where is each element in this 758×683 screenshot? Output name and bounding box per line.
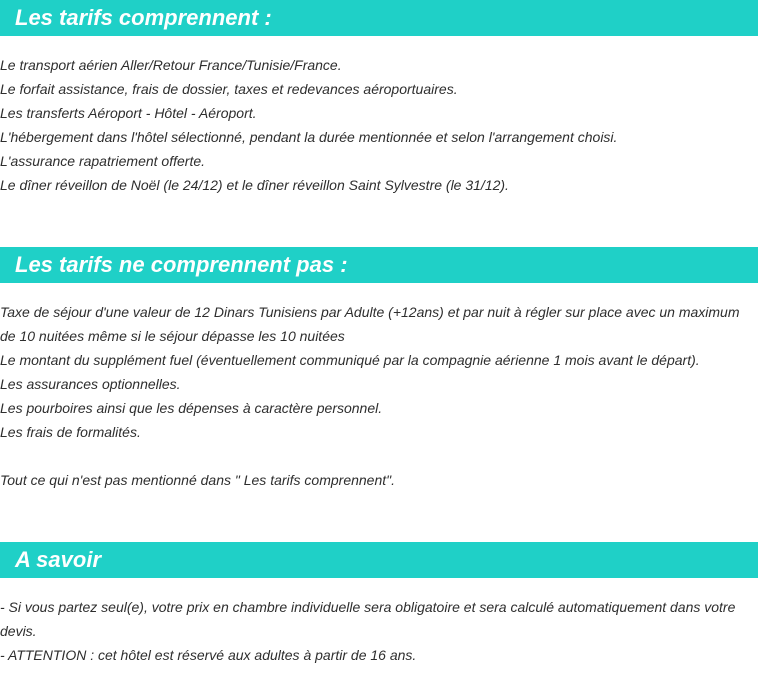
not-included-item: Les assurances optionnelles. bbox=[0, 376, 181, 392]
included-item: L'assurance rapatriement offerte. bbox=[0, 153, 206, 169]
not-included-item: Taxe de séjour d'une valeur de 12 Dinars Tunisiens par Adulte (+12ans) et par nuit à régler sur place avec un maximum de 10 nuitées même si le séjour dépasse les 10 nuitées bbox=[0, 304, 740, 344]
included-item: Le dîner réveillon de Noël (le 24/12) et le dîner réveillon Saint Sylvestre (le 31/12). bbox=[0, 177, 509, 193]
section-body-included bbox=[0, 36, 758, 197]
section-included bbox=[0, 0, 758, 197]
not-included-item: Les pourboires ainsi que les dépenses à caractère personnel. bbox=[0, 400, 383, 416]
section-title-good-to-know: A savoir bbox=[0, 542, 758, 578]
section-good-to-know bbox=[0, 542, 758, 667]
included-item: Le forfait assistance, frais de dossier, taxes et redevances aéroportuaires. bbox=[0, 81, 458, 97]
not-included-item: Tout ce qui n'est pas mentionné dans " Les tarifs comprennent". bbox=[0, 472, 395, 488]
not-included-item: Les frais de formalités. bbox=[0, 424, 141, 440]
included-item: Le transport aérien Aller/Retour France/Tunisie/France. bbox=[0, 57, 342, 73]
good-to-know-item: - Si vous partez seul(e), votre prix en chambre individuelle sera obligatoire et sera calculé automatiquement dans votre devis. bbox=[0, 599, 736, 639]
section-not-included bbox=[0, 247, 758, 492]
section-title-not-included: Les tarifs ne comprennent pas : bbox=[0, 247, 758, 283]
included-item: L'hébergement dans l'hôtel sélectionné, pendant la durée mentionnée et selon l'arrangement choisi. bbox=[0, 129, 618, 145]
section-body-not-included bbox=[0, 283, 758, 492]
not-included-item: Le montant du supplément fuel (éventuellement communiqué par la compagnie aérienne 1 mois avant le départ). bbox=[0, 352, 700, 368]
good-to-know-item: - ATTENTION : cet hôtel est réservé aux adultes à partir de 16 ans. bbox=[0, 647, 417, 663]
section-title-included: Les tarifs comprennent : bbox=[0, 0, 758, 36]
section-body-good-to-know bbox=[0, 578, 758, 667]
included-item: Les transferts Aéroport - Hôtel - Aéroport. bbox=[0, 105, 257, 121]
spacer bbox=[0, 444, 758, 468]
